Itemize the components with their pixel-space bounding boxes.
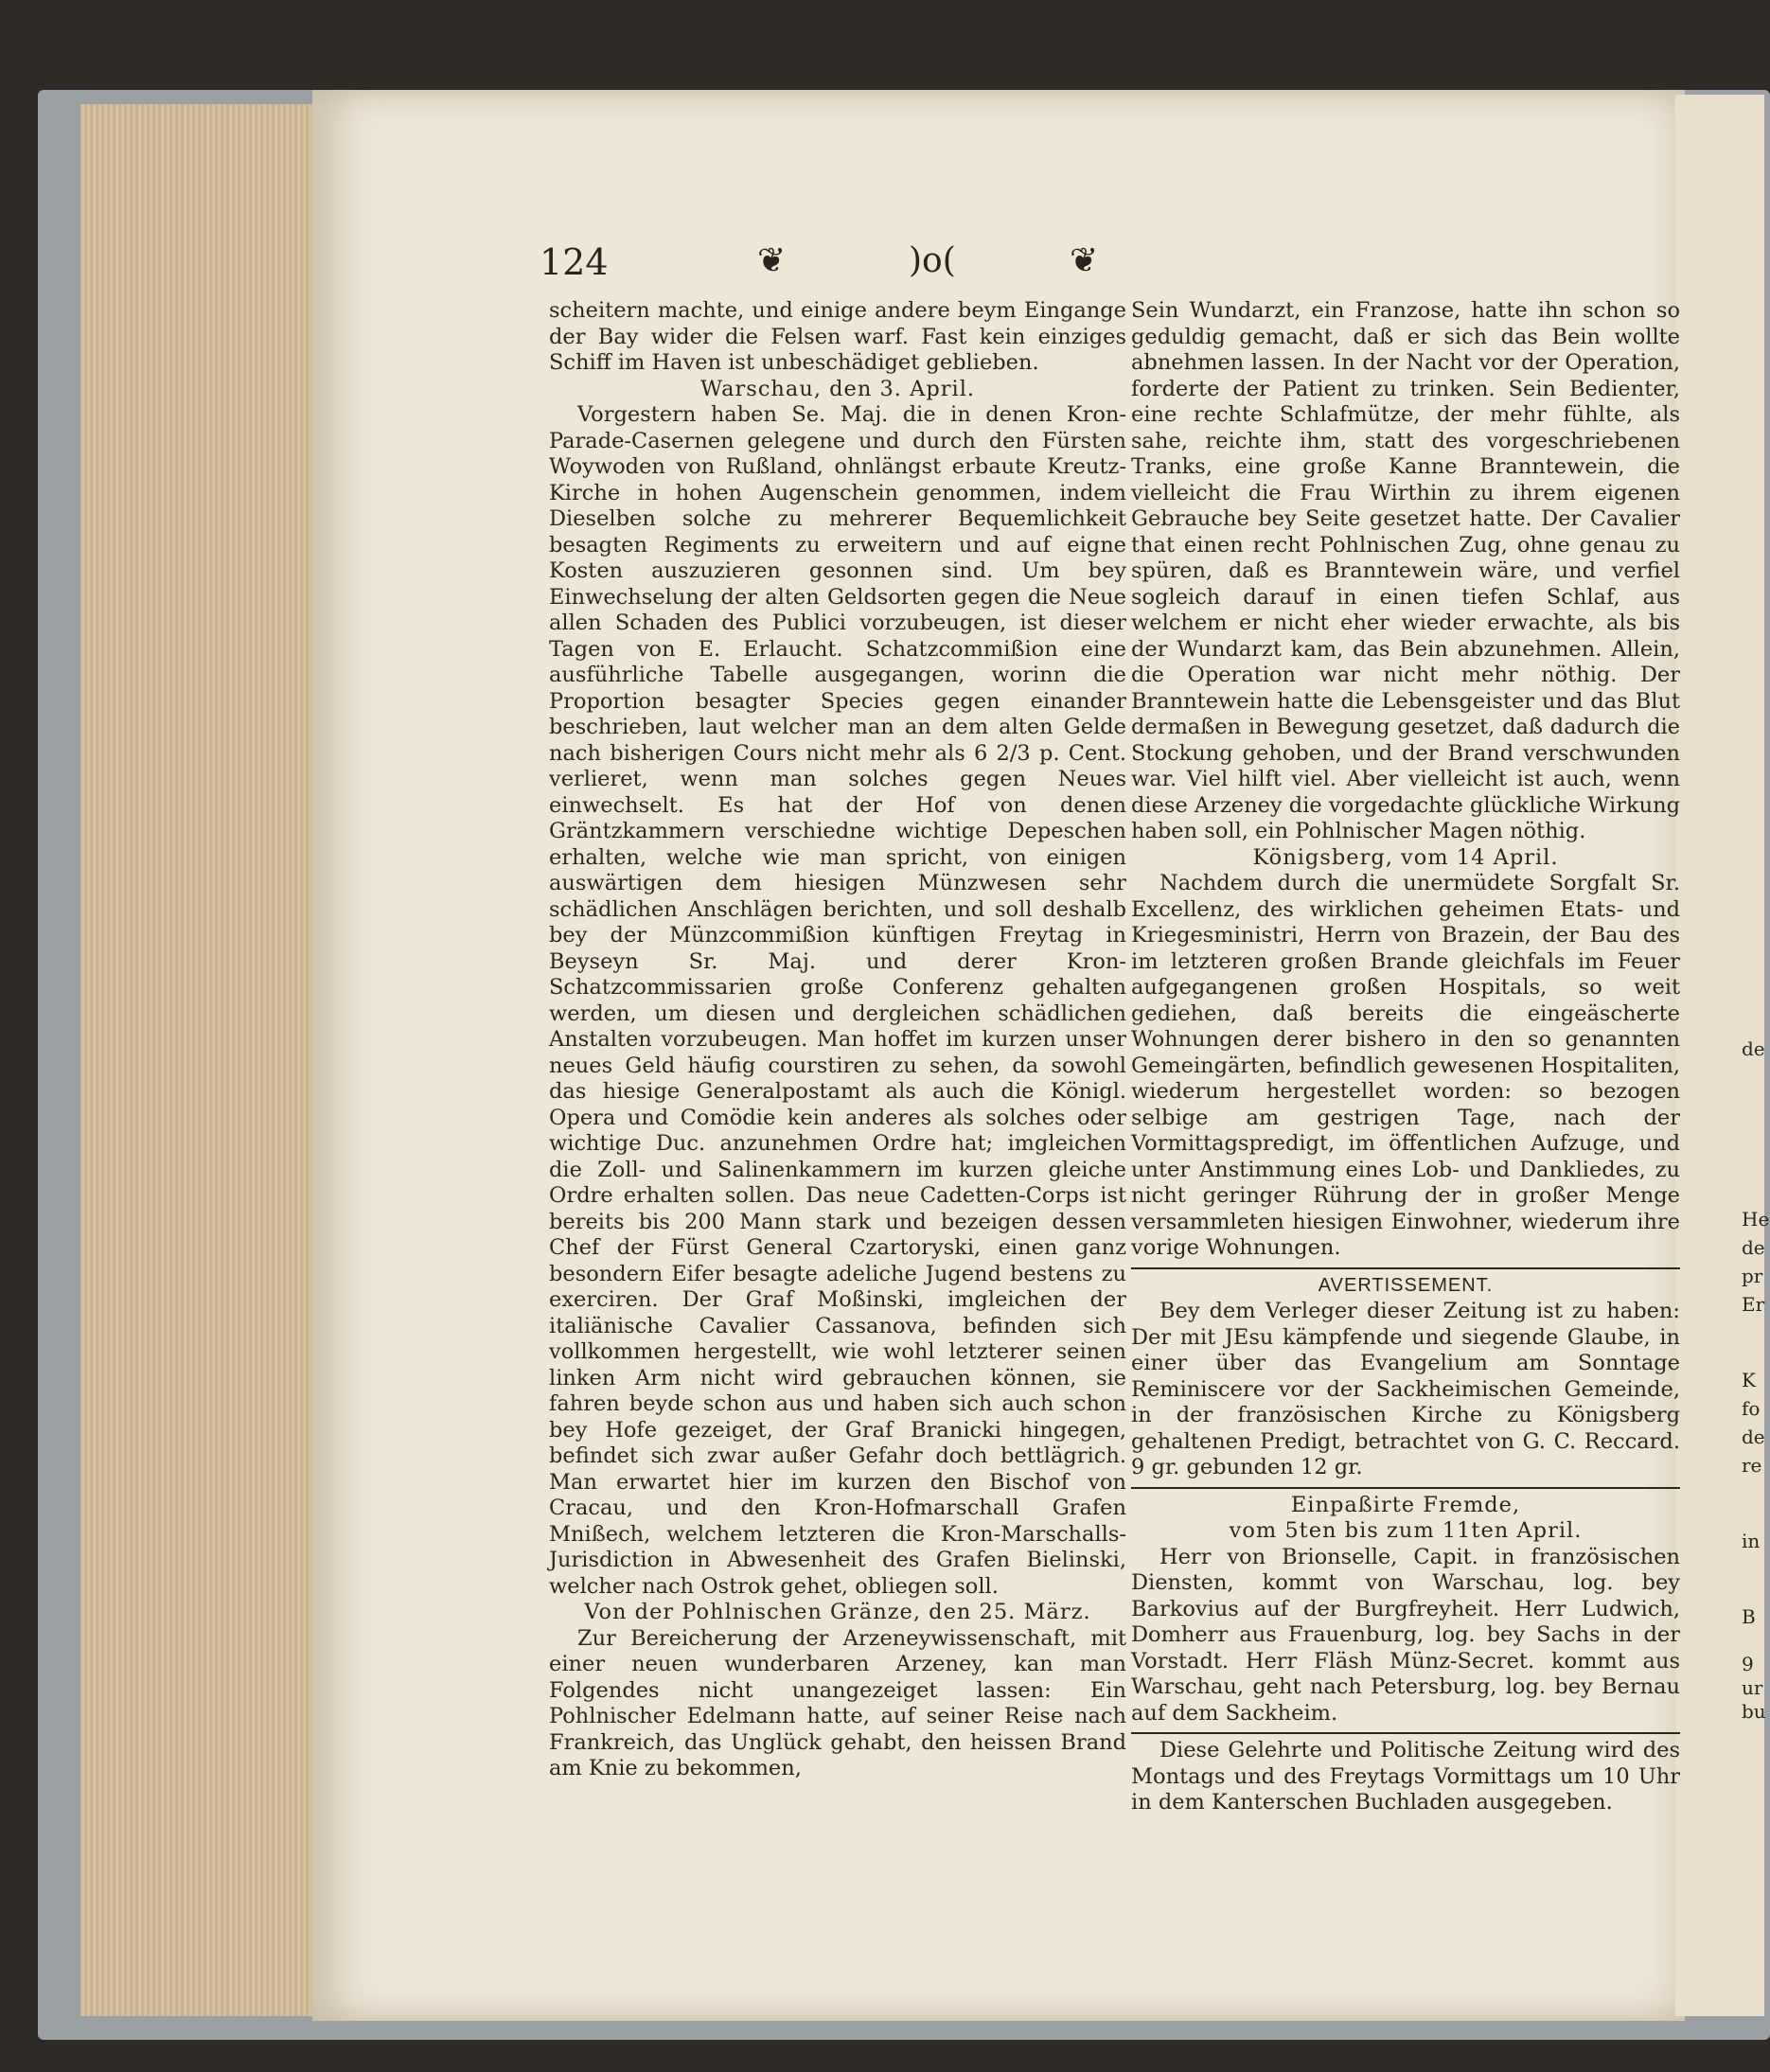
paragraph: Zur Bereicherung der Arzeneywissenschaft, mit einer neuen wunderbaren Arzeney, kan man Folgendes nicht unangezeiget lassen: Ein Pohlnischer Edelmann hatte, auf seiner Reise nach Frankreich, das Unglück gehabt, den heissen Brand am Knie zu bekommen, — [549, 1625, 1126, 1780]
text-column-left — [549, 298, 1126, 1782]
page-header — [540, 241, 1259, 298]
paragraph: Herr von Brionselle, Capit. in französischen Diensten, kommt von Warschau, log. bey Barkovius auf der Burgfreyheit. Herr Ludwich, Domherr aus Frauenburg, log. bey Sachs in der Vorstadt. Herr Fläsh Münz-Secret. kommt aus Warschau, geht nach Petersburg, log. bey Bernau auf dem Sackheim. — [1131, 1544, 1680, 1726]
next-page-fragment: bu — [1742, 1700, 1766, 1723]
next-page-fragment: Er — [1742, 1293, 1765, 1316]
ornament-center-icon: )o( — [909, 241, 956, 280]
divider — [1131, 1487, 1680, 1489]
section-heading: Von der Pohlnischen Gränze, den 25. März. — [584, 1600, 1091, 1624]
divider — [1131, 1732, 1680, 1734]
page-number: 124 — [540, 241, 609, 283]
next-page-fragment: He — [1742, 1208, 1770, 1231]
next-page-fragment: de — [1742, 1426, 1765, 1448]
next-page-fragment: ur — [1742, 1676, 1763, 1699]
ornament-right-icon: ❦ — [1070, 241, 1099, 280]
page-edges — [80, 104, 331, 2016]
paragraph: Bey dem Verleger dieser Zeitung ist zu haben: Der mit JEsu kämpfende und siegende Glaube, in einer über das Evangelium am Sonntage Reminiscere vor der Sackheimischen Gemeinde, in der französischen Kirche zu Königsberg gehaltenen Predigt, betrachtet von G. C. Reccard. 9 gr. gebunden 12 gr. — [1131, 1299, 1680, 1479]
section-heading: Einpaßirte Fremde, — [1290, 1492, 1521, 1517]
paragraph: Sein Wundarzt, ein Franzose, hatte ihn schon so geduldig gemacht, daß er sich das Bein wollte abnehmen lassen. In der Nacht vor der Operation, forderte der Patient zu trinken. Sein Bedienter, eine rechte Schlafmütze, der mehr fühlte, als sahe, reichte ihm, statt des vorgeschriebenen Tranks, eine große Kanne Branntewein, die vielleicht die Frau Wirthin zu ihrem eigenen Gebrauche bey Seite gesetzet hatte. Der Cavalier that einen recht Pohlnischen Zug, ohne genau zu spüren, daß es Branntewein wäre, und verfiel sogleich darauf in einen tiefen Schlaf, aus welchem er nicht eher wieder erwachte, als bis der Wundarzt kam, das Bein abzunehmen. Allein, die Operation war nicht mehr nöthig. Der Branntewein hatte die Lebensgeister und das Blut dermaßen in Bewegung gesetzet, daß dadurch die Stockung gehoben, und der Brand verschwunden war. Viel hilft viel. Aber vielleicht ist auch, wenn diese Arzeney die vorgedachte glückliche Wirkung haben soll, ein Pohlnischer Magen nöthig. — [1131, 298, 1680, 843]
paragraph: scheitern machte, und einige andere beym Eingange der Bay wider die Felsen warf. Fast kein einziges Schiff im Haven ist unbeschädiget geblieben. — [549, 298, 1126, 375]
paragraph: Vorgestern haben Se. Maj. die in denen Kron-Parade-Casernen gelegene und durch den Fürsten Woywoden von Rußland, ohnlängst erbaute Kreutz-Kirche in hohen Augenschein genommen, indem Dieselben solche zu mehrerer Bequemlichkeit besagten Regiments zu erweitern und auf eigne Kosten auszuzieren gesonnen sind. Um bey Einwechselung der alten Geldsorten gegen die Neue allen Schaden des Publici vorzubeugen, ist dieser Tagen von E. Erlaucht. Schatzcommißion eine ausführliche Tabelle ausgegangen, worinn die Proportion besagter Species gegen einander beschrieben, laut welcher man an dem alten Gelde nach bisherigen Cours nicht mehr als 6 2/3 p. Cent. verlieret, wenn man solches gegen Neues einwechselt. Es hat der Hof von denen Gräntzkammern verschiedne wichtige Depeschen erhalten, welche wie man spricht, von einigen auswärtigen dem hiesigen Münzwesen sehr schädlichen Anschlägen berichten, und soll deshalb bey der Münzcommißion künftigen Freytag in Beyseyn Sr. Maj. und derer Kron-Schatzcommissarien große Conferenz gehalten werden, um diesen und dergleichen schädlichen Anstalten vorzubeugen. Man hoffet im kurzen unser neues Geld häufig courstiren zu sehen, da sowohl das hiesige Generalpostamt als auch die Königl. Opera und Comödie kein anderes als solches oder wichtige Duc. anzunehmen Ordre hat; imgleichen die Zoll- und Salinenkammern im kurzen gleiche Ordre erhalten sollen. Das neue Cadetten-Corps ist bereits bis 200 Mann stark und bezeigen dessen Chef der Fürst General Czartoryski, einen ganz besondern Eifer besagte adeliche Jugend bestens zu exerciren. Der Graf Moßinski, imgleichen der italiänische Cavalier Cassanova, befinden sich vollkommen hergestellt, wie wohl letzterer seinen linken Arm nicht wird gebrauchen können, sie fahren beyde schon aus und haben sich auch schon bey Hofe gezeiget, der Graf Branicki hingegen, befindet sich zwar außer Gefahr doch bettlägrich. Man erwartet hier im kurzen den Bischof von Cracau, und den Kron-Hofmarschall Grafen Mnißech, welchem letzteren die Kron-Marschalls-Jurisdiction in Abwesenheit des Grafen Bielinski, welcher nach Ostrok gehet, obliegen soll. — [549, 402, 1126, 1599]
divider — [1131, 1267, 1680, 1269]
next-page-fragment: K — [1742, 1369, 1756, 1391]
paragraph: Nachdem durch die unermüdete Sorgfalt Sr. Excellenz, des wirklichen geheimen Etats- und Kriegesministri, Herrn von Brazein, der Bau des im letzteren großen Brande gleichfals im Feuer aufgegangenen großen Hospitals, so weit gediehen, daß bereits die eingeäscherte Wohnungen derer bishero in den so genannten Gemeingärten, befindlich gewesenen Hospitaliten, wiederum hergestellet worden: so bezogen selbige am gestrigen Tage, nach der Vormittagspredigt, im öffentlichen Aufzuge, und unter Anstimmung eines Lob- und Dankliedes, zu nicht geringer Rührung der in großer Menge versammleten hiesigen Einwohner, wiederum ihre vorige Wohnungen. — [1131, 871, 1680, 1260]
next-page-fragment: re — [1742, 1454, 1762, 1477]
next-page-fragment: B — [1742, 1605, 1756, 1628]
text-column-right — [1131, 298, 1680, 1816]
next-page-fragment: de — [1742, 1236, 1765, 1259]
next-page-fragment: 9 — [1742, 1653, 1754, 1675]
next-page-fragment: in — [1742, 1530, 1761, 1552]
ornament-left-icon: ❦ — [757, 241, 787, 280]
next-page-fragment: de — [1742, 1037, 1765, 1060]
section-heading: vom 5ten bis zum 11ten April. — [1229, 1518, 1583, 1543]
next-page-fragment: fo — [1742, 1397, 1761, 1420]
advertisement-heading: AVERTISSEMENT. — [1318, 1274, 1494, 1296]
next-page-fragment: pr — [1742, 1265, 1763, 1287]
section-heading: Königsberg, vom 14 April. — [1252, 844, 1559, 870]
paragraph: Diese Gelehrte und Politische Zeitung wird des Montags und des Freytags Vormittags um 10 Uhr in dem Kanterschen Buchladen ausgegeben. — [1131, 1738, 1680, 1815]
section-heading: Warschau, den 3. April. — [699, 376, 976, 401]
